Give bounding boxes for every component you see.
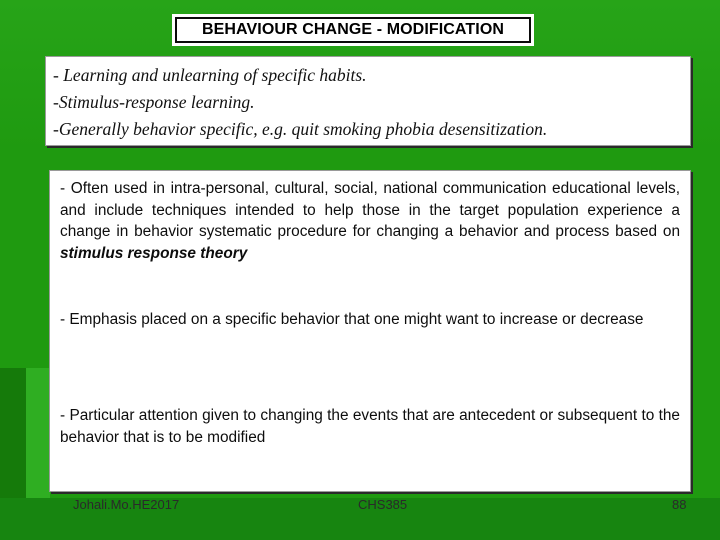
slide-title-box [172,14,534,46]
footer-page-number: 88 [672,497,687,512]
detail-text-box [49,170,691,492]
detail-paragraph-3: - Particular attention given to changing the events that are antecedent or subsequent to the behavior that is to be modified [60,407,680,446]
summary-text-box [45,56,691,146]
detail-paragraph-1-text: - Often used in intra-personal, cultural, social, national communication educational levels, and include techniques intended to help those in the target population experience a change in behavior systematic procedure for changing a behavior and process based on [60,180,680,240]
footer-author: Johali.Mo.HE2017 [73,497,180,512]
background-light-block [26,368,50,498]
summary-line-2: -Stimulus-response learning. [53,92,255,112]
summary-line-1: - Learning and unlearning of specific habits. [53,65,367,85]
detail-paragraph-2: - Emphasis placed on a specific behavior that one might want to increase or decrease [60,311,644,328]
detail-paragraph-1 [60,178,680,264]
detail-paragraph-1-emphasis: stimulus response theory [60,244,248,262]
footer-course: CHS385 [358,497,408,512]
summary-line-3: -Generally behavior specific, e.g. quit smoking phobia desensitization. [53,119,548,139]
slide-title: BEHAVIOUR CHANGE - MODIFICATION [201,21,505,38]
